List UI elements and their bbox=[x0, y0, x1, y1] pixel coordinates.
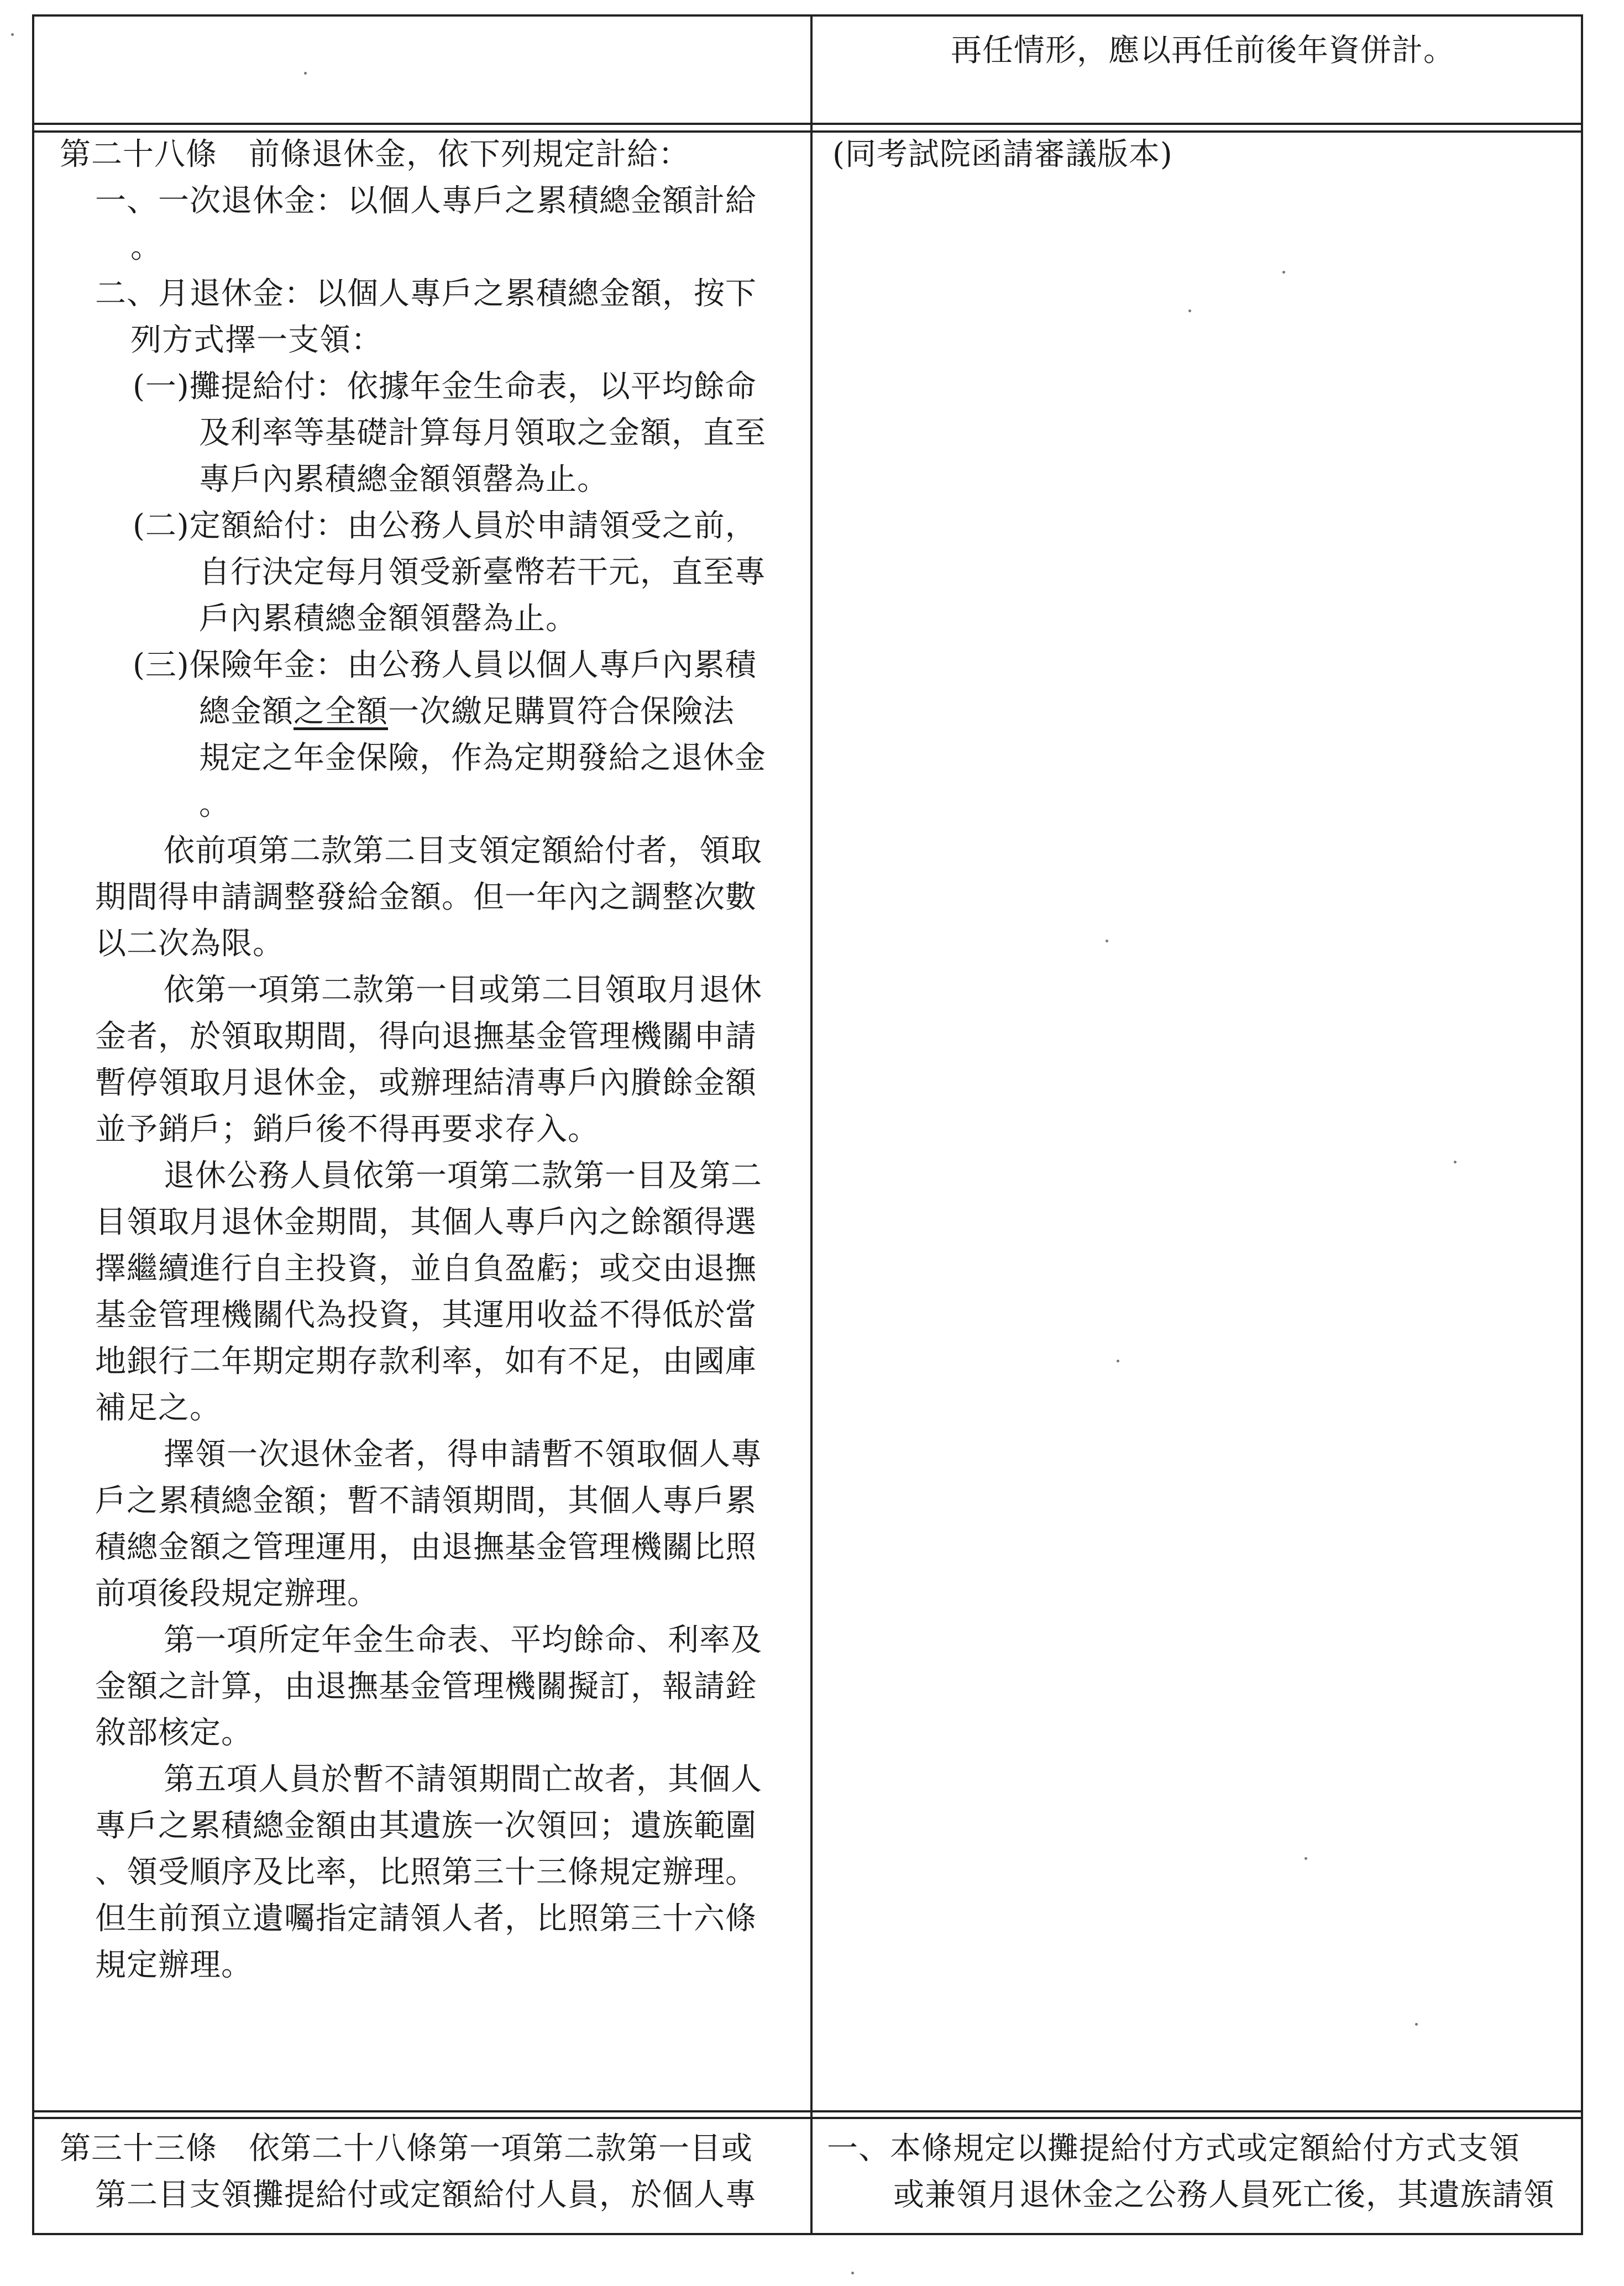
article-28-para-7-line-3: 、領受順序及比率，比照第三十三條規定辦理。 bbox=[95, 1854, 757, 1890]
article-28-para-6-line-2: 金額之計算，由退撫基金管理機關擬訂，報請銓 bbox=[95, 1669, 757, 1705]
article-28-item-1-cont: 。 bbox=[130, 229, 162, 265]
scan-speck bbox=[1454, 1161, 1457, 1163]
article-28-subitem-3-cont-c: 。 bbox=[199, 787, 230, 822]
article-33-line-1: 第三十三條 依第二十八條第一項第二款第一目或 bbox=[60, 2131, 753, 2167]
article-28-subitem-3-cont-a bbox=[199, 689, 735, 735]
article-28-subitem-2-cont-a: 自行決定每月領受新臺幣若干元，直至專 bbox=[199, 554, 766, 590]
scan-speck bbox=[1282, 271, 1285, 274]
article-28-para-7-line-2: 專戶之累積總金額由其遺族一次領回；遺族範圍 bbox=[95, 1808, 757, 1844]
article-28-para-3-line-2: 金者，於領取期間，得向退撫基金管理機關申請 bbox=[95, 1019, 757, 1055]
scan-speck bbox=[11, 33, 14, 36]
article-28-subitem-2-cont-b: 戶內累積總金額領罄為止。 bbox=[199, 601, 577, 637]
row1-bottom-border bbox=[32, 123, 1583, 125]
article-28-subitem-3-cont-b: 規定之年金保險，作為定期發給之退休金 bbox=[199, 740, 766, 776]
row3-top-border bbox=[32, 2117, 1583, 2119]
article-28-para-4-line-1: 退休公務人員依第一項第二款第一目及第二 bbox=[164, 1158, 762, 1194]
scan-speck bbox=[304, 72, 307, 75]
row3-right-line-2: 或兼領月退休金之公務人員死亡後，其遺族請領 bbox=[893, 2177, 1555, 2213]
article-28-para-7-line-5: 規定辦理。 bbox=[95, 1947, 253, 1983]
table-top-border bbox=[32, 14, 1583, 17]
article-28-para-6-line-1: 第一項所定年金生命表、平均餘命、利率及 bbox=[164, 1622, 762, 1658]
table-bottom-border bbox=[32, 2233, 1583, 2235]
table-left-border bbox=[32, 14, 34, 2235]
article-28-para-7-line-1: 第五項人員於暫不請領期間亡故者，其個人 bbox=[164, 1761, 762, 1797]
scan-speck bbox=[1188, 310, 1191, 312]
article-28-subitem-1-cont-a: 及利率等基礎計算每月領取之金額，直至 bbox=[199, 415, 766, 451]
row2-bottom-border bbox=[32, 2110, 1583, 2112]
article-28-item-1: 一、一次退休金：以個人專戶之累積總金額計給 bbox=[95, 183, 757, 219]
article-28-para-3-line-4: 並予銷戶；銷戶後不得再要求存入。 bbox=[95, 1111, 599, 1147]
scan-speck bbox=[851, 2272, 854, 2274]
article-28-item-2-cont: 列方式擇一支領： bbox=[130, 322, 383, 358]
article-33-line-2: 第二目支領攤提給付或定額給付人員，於個人專 bbox=[95, 2177, 757, 2213]
underlined-amendment: 之全額 bbox=[294, 694, 388, 730]
article-28-subitem-2: (二)定額給付：由公務人員於申請領受之前， bbox=[133, 508, 757, 544]
article-28-para-4-line-3: 擇繼續進行自主投資，並自負盈虧；或交由退撫 bbox=[95, 1251, 757, 1287]
scan-speck bbox=[1117, 1360, 1119, 1362]
article-28-para-5-line-4: 前項後段規定辦理。 bbox=[95, 1576, 379, 1612]
text-segment: 一次繳足購買符合保險法 bbox=[388, 694, 735, 730]
article-28-para-3-line-1: 依第一項第二款第一目或第二目領取月退休 bbox=[164, 972, 762, 1008]
article-28-heading: 第二十八條 前條退休金，依下列規定計給： bbox=[60, 137, 690, 172]
row1-right-text: 再任情形，應以再任前後年資併計。 bbox=[951, 33, 1455, 69]
article-28-para-4-line-2: 目領取月退休金期間，其個人專戶內之餘額得選 bbox=[95, 1204, 757, 1240]
article-28-para-7-line-4: 但生前預立遺囑指定請領人者，比照第三十六條 bbox=[95, 1901, 757, 1937]
row3-right-line-1: 一、本條規定以攤提給付方式或定額給付方式支領 bbox=[827, 2131, 1520, 2167]
article-28-para-2-line-1: 依前項第二款第二目支領定額給付者，領取 bbox=[164, 833, 762, 869]
article-28-subitem-1: (一)攤提給付：依據年金生命表，以平均餘命 bbox=[133, 369, 757, 405]
article-28-subitem-3: (三)保險年金：由公務人員以個人專戶內累積 bbox=[133, 647, 757, 683]
article-28-para-2-line-2: 期間得申請調整發給金額。但一年內之調整次數 bbox=[95, 879, 757, 915]
article-28-para-5-line-1: 擇領一次退休金者，得申請暫不領取個人專 bbox=[164, 1436, 762, 1472]
article-28-para-6-line-3: 敘部核定。 bbox=[95, 1715, 253, 1751]
scan-speck bbox=[1305, 1857, 1307, 1860]
text-segment: 總金額 bbox=[199, 694, 294, 730]
article-28-para-2-line-3: 以二次為限。 bbox=[95, 926, 284, 962]
article-28-para-3-line-3: 暫停領取月退休金，或辦理結清專戶內賸餘金額 bbox=[95, 1065, 757, 1101]
table-right-border bbox=[1581, 14, 1583, 2235]
article-28-para-5-line-2: 戶之累積總金額；暫不請領期間，其個人專戶累 bbox=[95, 1483, 757, 1519]
scan-speck bbox=[1106, 940, 1108, 942]
scan-speck bbox=[1415, 2023, 1418, 2026]
row2-right-note: (同考試院函請審議版本) bbox=[832, 137, 1173, 172]
article-28-para-5-line-3: 積總金額之管理運用，由退撫基金管理機關比照 bbox=[95, 1529, 757, 1565]
article-28-para-4-line-6: 補足之。 bbox=[95, 1390, 221, 1426]
article-28-subitem-1-cont-b: 專戶內累積總金額領罄為止。 bbox=[199, 462, 609, 497]
article-28-item-2: 二、月退休金：以個人專戶之累積總金額，按下 bbox=[95, 276, 757, 312]
article-28-para-4-line-5: 地銀行二年期定期存款利率，如有不足，由國庫 bbox=[95, 1344, 757, 1380]
column-divider bbox=[810, 14, 813, 2235]
article-28-para-4-line-4: 基金管理機關代為投資，其運用收益不得低於當 bbox=[95, 1297, 757, 1333]
